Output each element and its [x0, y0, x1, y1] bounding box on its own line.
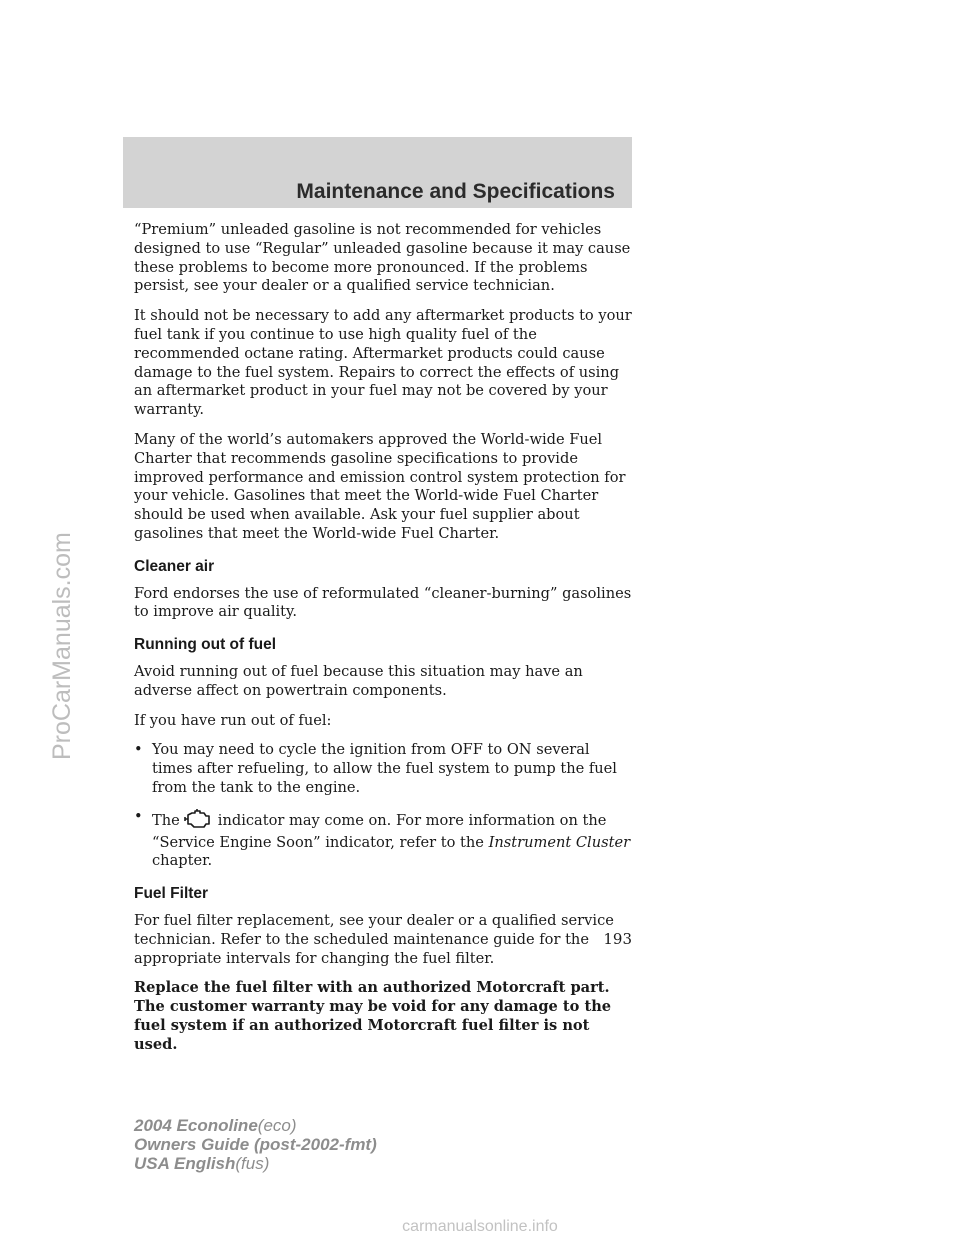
footer-model-code: (eco): [257, 1116, 297, 1135]
paragraph-fuel-charter: Many of the world’s automakers approved the World-wide Fuel Charter that recommends gasoline specifications to provide improved performance and emission control system protection for your vehicle. Gasolines that meet the World-wide Fuel Charter should be used when available. Ask your fuel supplier about gasolines that meet the World-wide Fuel Charter.: [134, 430, 626, 542]
paragraph-cleaner-air: Ford endorses the use of reformulated “cleaner-burning” gasolines to improve air quality.: [134, 584, 632, 621]
site-footer: carmanualsonline.info: [402, 1218, 558, 1235]
footer-language: USA English: [134, 1154, 236, 1173]
run-out-list: [134, 741, 634, 871]
paragraph-run-out-intro: If you have run out of fuel:: [134, 711, 332, 729]
heading-fuel-filter: Fuel Filter: [134, 885, 209, 903]
fuel-filter-warning: Replace the fuel filter with an authorized Motorcraft part. The customer warranty may be void for any damage to the fuel system if an authorized Motorcraft fuel filter is not used.: [134, 979, 612, 1053]
list-item-text-pre: The: [152, 811, 180, 829]
instrument-cluster-reference: Instrument Cluster: [488, 833, 631, 851]
section-title: Maintenance and Specifications: [296, 180, 615, 203]
list-item-text: You may need to cycle the ignition from OFF to ON several times after refueling, to allow the fuel system to pump the fuel from the tank to the engine.: [152, 741, 617, 796]
list-item-text-post: indicator may come on. For more information on the “Service Engine Soon” indicator, refer to the: [152, 811, 607, 851]
bullet: •: [134, 741, 143, 759]
page-number: 193: [603, 930, 632, 948]
footer-line-1: [134, 1116, 377, 1135]
check-engine-icon: [182, 808, 212, 834]
paragraph-fuel-filter: For fuel filter replacement, see your dealer or a qualified service technician. Refer to the scheduled maintenance guide for the appropriate intervals for changing the fuel filter.: [134, 911, 614, 967]
footer-line-3: [134, 1154, 377, 1173]
document-footer: [134, 1116, 377, 1173]
list-item-text-end: chapter.: [152, 852, 213, 870]
page-content: [134, 221, 634, 1065]
footer-line-2: Owners Guide (post-2002-fmt): [134, 1135, 377, 1154]
paragraph-aftermarket: It should not be necessary to add any aftermarket products to your fuel tank if you continue to use high quality fuel of the recommended octane rating. Aftermarket products could cause damage to the fuel system. Repairs to correct the effects of using an aftermarket product in your fuel may not be covered by your warranty.: [134, 307, 632, 419]
paragraph-premium: “Premium” unleaded gasoline is not recommended for vehicles designed to use “Regular” unleaded gasoline because it may cause these problems to become more pronounced. If the problems persist, see your dealer or a qualified service technician.: [134, 221, 631, 295]
heading-cleaner-air: Cleaner air: [134, 557, 215, 575]
list-item: [134, 808, 634, 871]
bullet: •: [134, 807, 143, 825]
paragraph-running-out: Avoid running out of fuel because this situation may have an adverse affect on powertrain components.: [134, 662, 583, 699]
footer-language-code: (fus): [235, 1154, 270, 1173]
heading-running-out: Running out of fuel: [134, 636, 277, 654]
list-item: [134, 741, 634, 797]
footer-model: 2004 Econoline: [134, 1116, 258, 1135]
watermark: ProCarManuals.com: [48, 532, 76, 760]
